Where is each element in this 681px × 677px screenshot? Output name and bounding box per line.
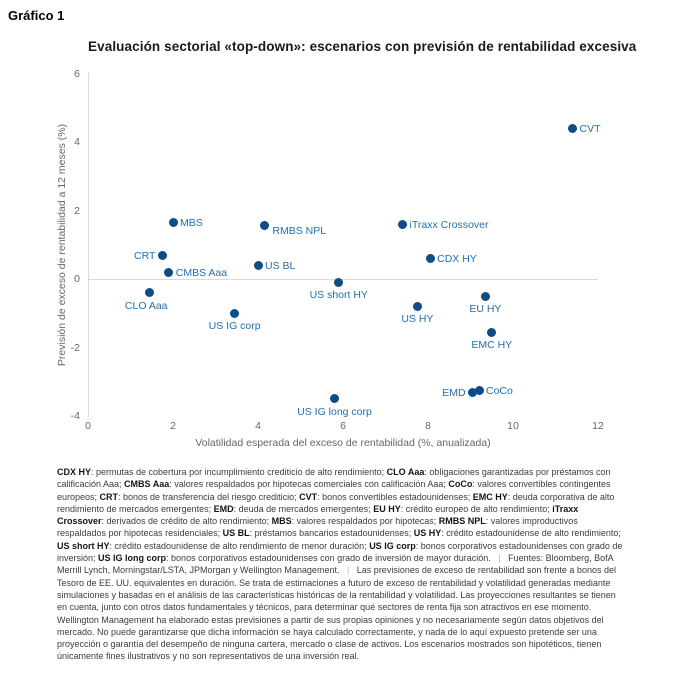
x-tick-label: 8 <box>425 420 431 432</box>
x-tick-label: 4 <box>255 420 261 432</box>
footnote-text: : bonos corporativos estadounidenses con grado de inversión; <box>57 540 623 564</box>
footnote-term: CDX HY <box>57 467 92 477</box>
data-point <box>413 302 422 311</box>
data-point-label: CLO Aaa <box>124 299 168 312</box>
y-tick-label: -2 <box>70 341 80 354</box>
footnote-term: CoCo <box>448 479 473 490</box>
data-point <box>145 288 154 297</box>
y-axis-line <box>88 73 89 417</box>
footnote-text: : bonos de transferencia del riesgo crediticio; <box>118 491 300 502</box>
footnote-term: EMD <box>213 503 234 514</box>
footnote-term: EMC HY <box>472 491 508 502</box>
data-point-label: US HY <box>401 313 434 326</box>
data-point-label: MBS <box>180 217 203 230</box>
footnote-term: US short HY <box>57 540 110 551</box>
footnote-term: US IG corp <box>369 540 416 551</box>
data-point <box>330 394 339 403</box>
x-tick-label: 0 <box>85 420 91 432</box>
x-tick-label: 6 <box>340 420 346 432</box>
data-point-label: CVT <box>579 123 601 136</box>
zero-gridline <box>88 279 598 280</box>
y-tick-label: 4 <box>74 136 80 148</box>
footnote-text: Fuentes: Bloomberg, BofA Merrill Lynch, Morningstar/LSTA, JPMorgan y Wellington Management. <box>57 553 614 576</box>
footnote-text: : bonos convertibles estadounidenses; <box>317 491 473 502</box>
data-point <box>334 278 343 287</box>
figure-kicker: Gráfico 1 <box>8 8 65 23</box>
data-point <box>230 309 239 318</box>
x-tick-label: 2 <box>170 420 176 432</box>
data-point-label: US short HY <box>309 289 368 302</box>
footnote-text: Las previsiones de exceso de rentabilidad son frente a bonos del Tesoro de EE. UU. equivalentes en duración. Se trata de estimaciones a futuro de exceso de rentabilidad y volatilidad generadas mediante simulaciones y basadas en el análisis de las características históricas de la rentabilidad y volatilidad. Las proyecciones resultantes se tienen en cuenta, junto con otros datos fundamentales y técnicos, para determinar qué sectores de renta fija son atractivos en ese momento. Wellington Management ha elaborado estas previsiones a partir de sus propias opiniones y no necesariamente según datos objetivos del mercado. No puede garantizarse que dicha información se haya calculado correctamente, y nada de lo aquí expuesto pretende ser una proyección o garantía del desempeño de ninguna cartera, mercado o clase de activos. Los escenarios mostrados son hipotéticos, tienen únicamente fines ilustrativos y no son representativos de una inversión real. <box>57 565 616 662</box>
data-point-label: EMD <box>442 387 466 400</box>
data-point <box>475 386 484 395</box>
footnote-text: : obligaciones garantizadas por préstamos con calificación Aaa; <box>57 467 611 490</box>
data-point-label: US IG corp <box>208 320 261 333</box>
y-tick-label: 2 <box>74 204 80 217</box>
footnote <box>57 466 625 663</box>
data-point-label: EMC HY <box>471 339 513 352</box>
data-point <box>169 218 178 227</box>
data-point-label: CoCo <box>486 385 513 398</box>
y-tick-label: 6 <box>74 67 80 80</box>
footnote-text: : valores respaldados por hipotecas comerciales con calificación Aaa; <box>169 479 449 490</box>
footnote-text: : crédito estadounidense de alto rendimiento; <box>441 528 621 539</box>
x-tick-label: 10 <box>507 420 519 432</box>
footnote-term: MBS <box>271 516 292 527</box>
footnote-term: RMBS NPL <box>438 516 486 527</box>
data-point <box>568 124 577 133</box>
footnote-text: : deuda corporativa de alto rendimiento de mercados emergentes; <box>57 491 615 514</box>
data-point-label: EU HY <box>469 303 502 316</box>
footnote-separator: | <box>498 553 501 564</box>
footnote-text: : valores convertibles contingentes europeos; <box>57 479 611 502</box>
footnote-text: : préstamos bancarios estadounidenses; <box>249 528 414 539</box>
footnote-text: : bonos corporativos estadounidenses con grado de inversión de mayor duración. <box>166 553 494 564</box>
x-axis-title: Volatilidad esperada del exceso de rentabilidad (%, anualizada) <box>195 437 491 449</box>
y-axis-title: Previsión de exceso de rentabilidad a 12 meses (%) <box>56 123 68 367</box>
footnote-term: CMBS Aaa <box>124 479 170 490</box>
data-point <box>398 220 407 229</box>
data-point-label: US IG long corp <box>297 405 372 418</box>
footnote-term: EU HY <box>373 503 401 514</box>
y-tick-label: 0 <box>74 273 80 285</box>
footnote-text: : valores respaldados por hipotecas; <box>291 516 439 527</box>
y-tick-label: -4 <box>70 410 80 422</box>
data-point <box>426 254 435 263</box>
footnote-term: CVT <box>299 491 318 502</box>
footnote-term: CRT <box>99 491 119 502</box>
data-point <box>254 261 263 270</box>
footnote-term: US BL <box>222 528 250 539</box>
data-point-label: US BL <box>265 260 296 273</box>
data-point-label: RMBS NPL <box>272 224 327 237</box>
footnote-text: : derivados de crédito de alto rendimiento; <box>101 516 272 527</box>
x-tick-label: 12 <box>592 420 604 432</box>
data-point <box>158 251 167 260</box>
chart-title: Evaluación sectorial «top-down»: escenarios con previsión de rentabilidad excesiva <box>88 39 637 54</box>
footnote-term: US HY <box>413 528 442 539</box>
data-point-label: iTraxx Crossover <box>409 219 489 232</box>
footnote-term: CLO Aaa <box>386 467 425 477</box>
data-point <box>487 328 496 337</box>
footnote-text: : permutas de cobertura por incumplimiento crediticio de alto rendimiento; <box>91 467 387 477</box>
footnote-term: iTraxx Crossover <box>57 503 579 527</box>
data-point-label: CDX HY <box>437 253 477 266</box>
footnote-separator: | <box>346 565 350 576</box>
footnote-text: : crédito europeo de alto rendimiento; <box>400 503 553 514</box>
footnote-text: : crédito estadounidense de alto rendimiento de menor duración; <box>109 540 370 551</box>
data-point <box>481 292 490 301</box>
data-point <box>164 268 173 277</box>
data-point <box>260 221 269 230</box>
footnote-text: : deuda de mercados emergentes; <box>233 503 374 514</box>
footnote-term: US IG long corp <box>98 553 167 564</box>
data-point-label: CMBS Aaa <box>175 267 228 280</box>
data-point-label: CRT <box>133 250 156 263</box>
footnote-text: : valores improductivos respaldados por hipotecas residenciales; <box>57 516 578 539</box>
